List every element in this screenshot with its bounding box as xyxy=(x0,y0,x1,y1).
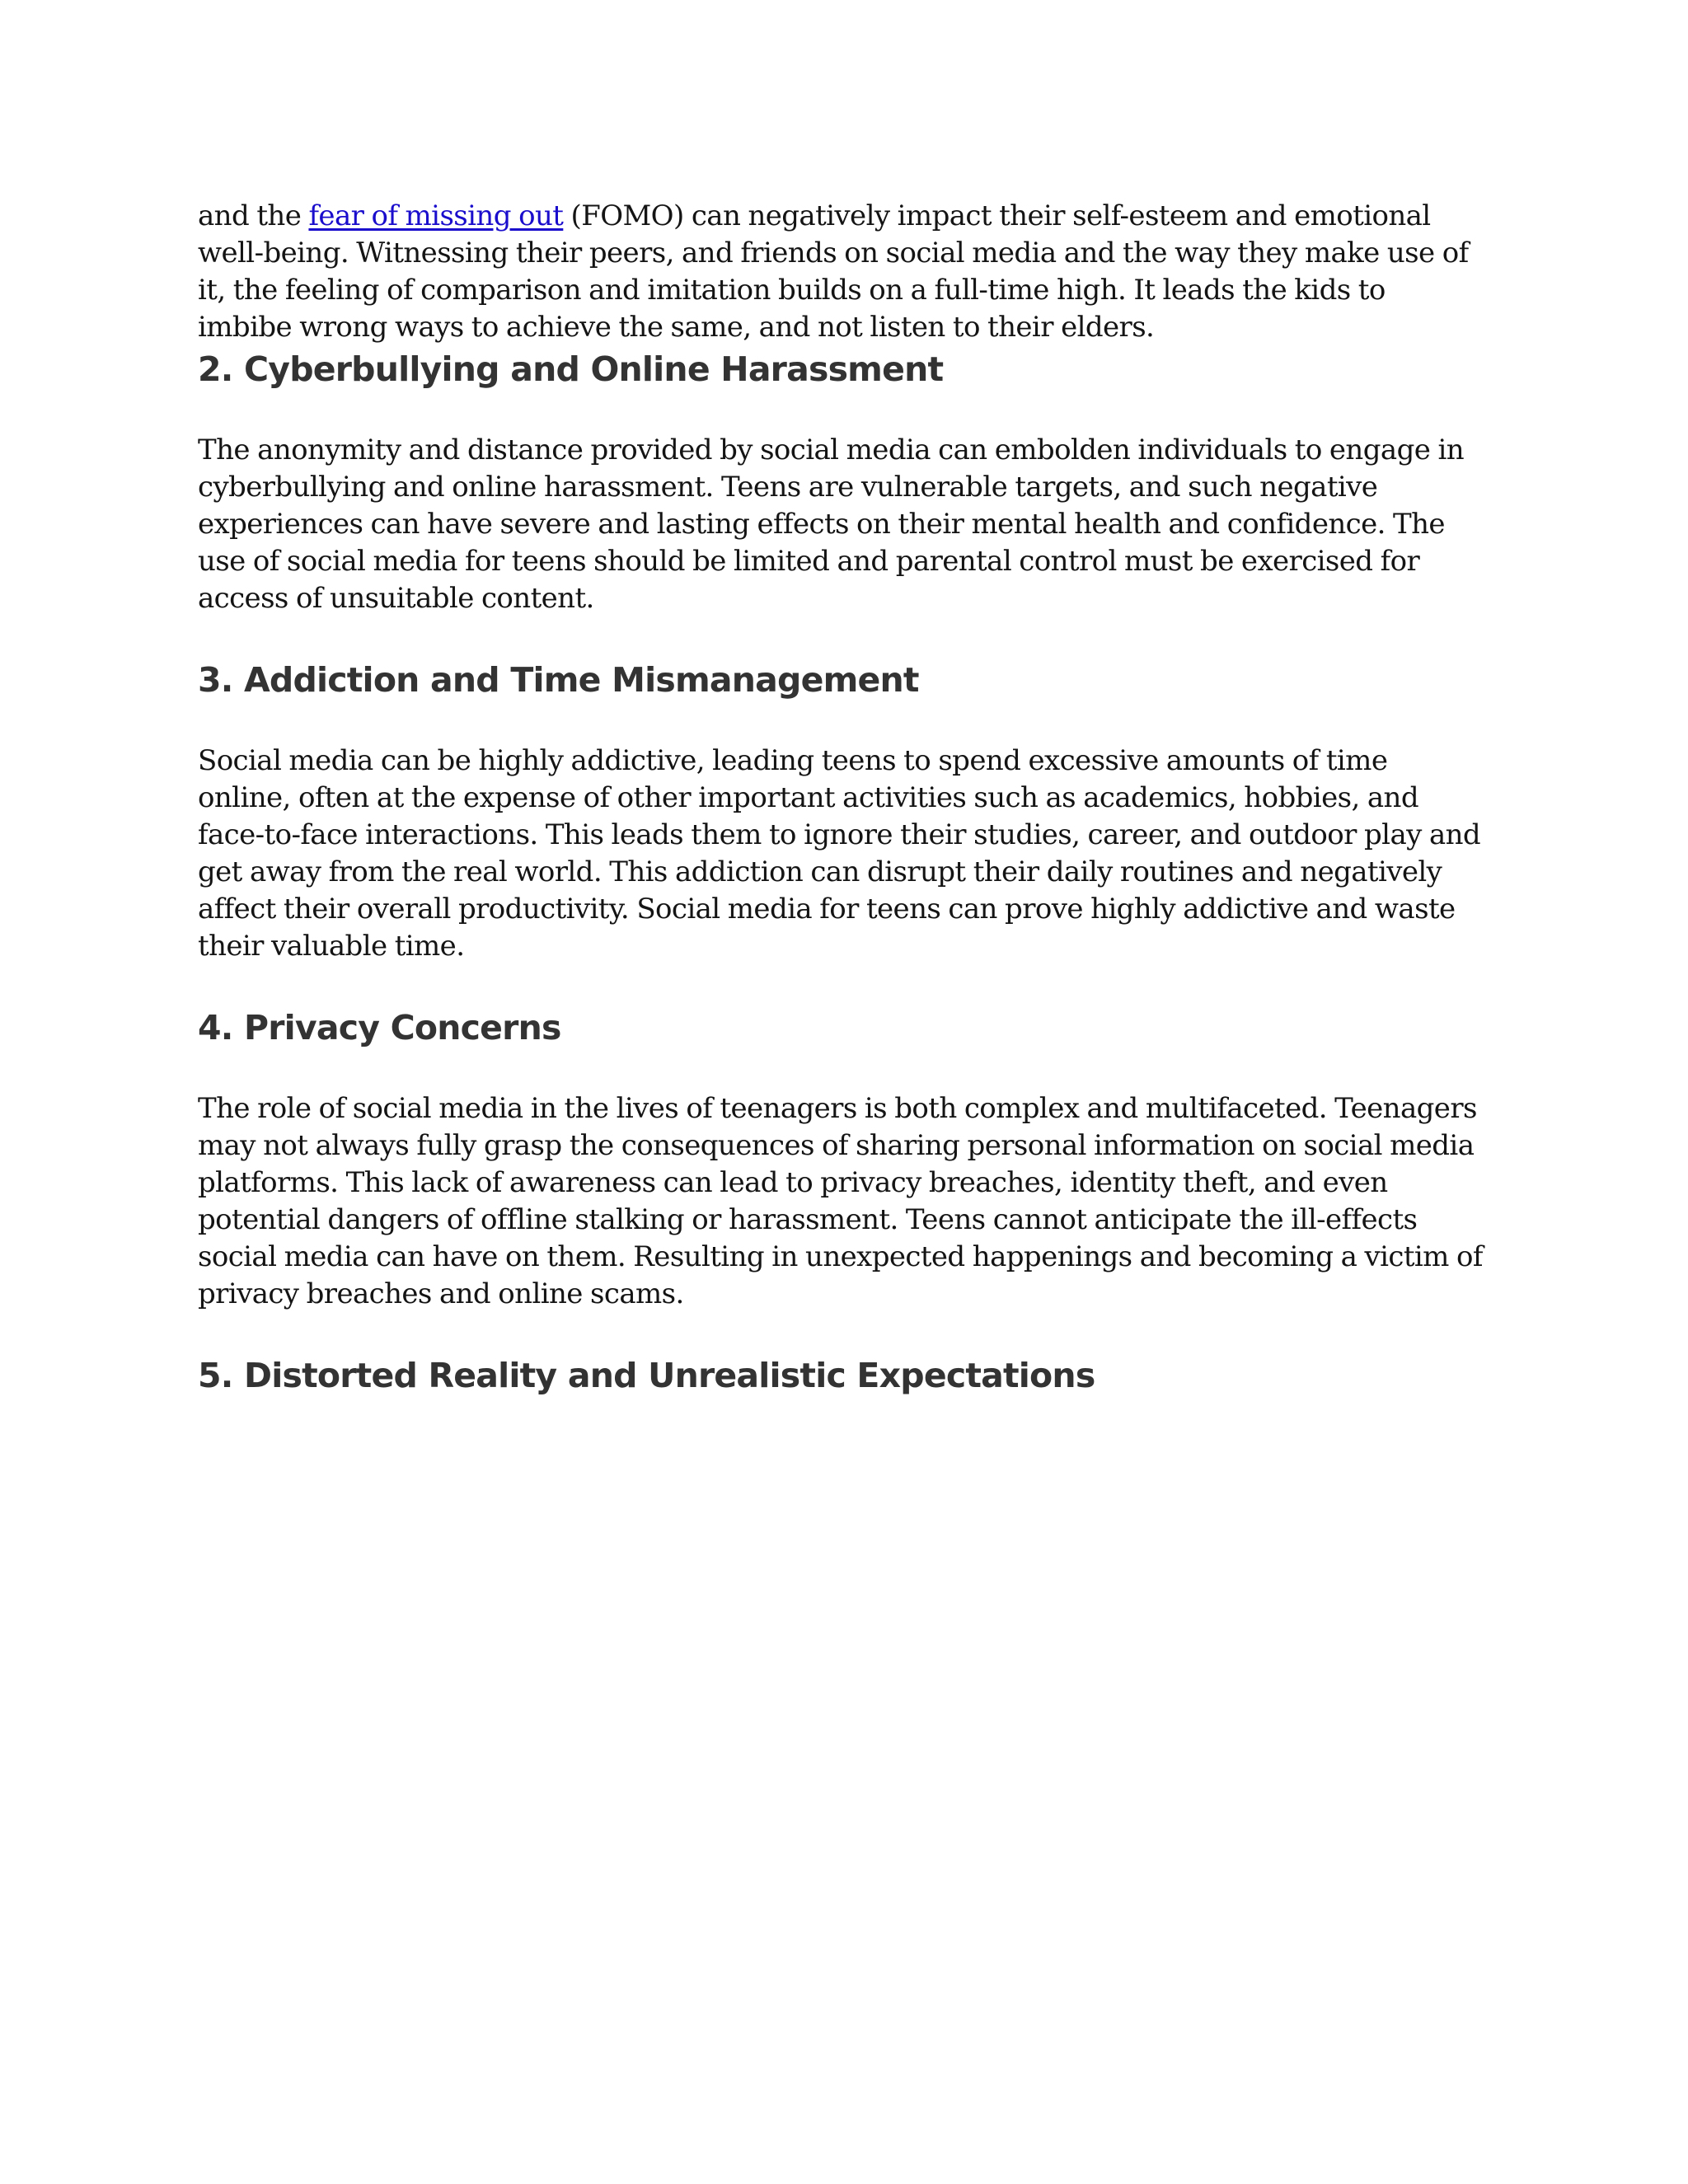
intro-paragraph xyxy=(198,198,1484,346)
section-heading-privacy: 4. Privacy Concerns xyxy=(198,1008,561,1047)
document-body xyxy=(198,198,1484,1438)
section-body-addiction: Social media can be highly addictive, leading teens to spend excessive amounts of time online, often at the expense of other important activities such as academics, hobbies, and face-to-face interactions. This leads them to ignore their studies, career, and outdoor play and get away from the real world. This addiction can disrupt their daily routines and negatively affect their overall productivity. Social media for teens can prove highly addictive and waste their valuable time. xyxy=(198,744,1481,963)
section-heading-cyberbullying: 2. Cyberbullying and Online Harassment xyxy=(198,349,944,389)
intro-prefix: and the xyxy=(198,199,309,232)
section-body-cyberbullying: The anonymity and distance provided by social media can embolden individuals to engage in cyberbullying and online harassment. Teens are vulnerable targets, and such negative experiences can have severe and lasting effects on their mental health and confidence. The use of social media for teens should be limited and parental control must be exercised for access of unsuitable content. xyxy=(198,434,1465,615)
section-heading-distorted-reality: 5. Distorted Reality and Unrealistic Expectations xyxy=(198,1356,1095,1395)
section-body-privacy: The role of social media in the lives of teenagers is both complex and multifaceted. Teenagers may not always fully grasp the consequences of sharing personal information on social media platforms. This lack of awareness can lead to privacy breaches, identity theft, and even potential dangers of offline stalking or harassment. Teens cannot anticipate the ill-effects social media can have on them. Resulting in unexpected happenings and becoming a victim of privacy breaches and online scams. xyxy=(198,1092,1483,1310)
fear-of-missing-out-link[interactable]: fear of missing out xyxy=(308,199,564,232)
intro-suffix: (FOMO) can negatively impact their self-esteem and emotional well-being. Witnessing their peers, and friends on social media and the way they make use of it, the feeling of comparison and imitation builds on a full-time high. It leads the kids to imbibe wrong ways to achieve the same, and not listen to their elders. xyxy=(198,199,1469,344)
section-heading-addiction: 3. Addiction and Time Mismanagement xyxy=(198,660,919,700)
